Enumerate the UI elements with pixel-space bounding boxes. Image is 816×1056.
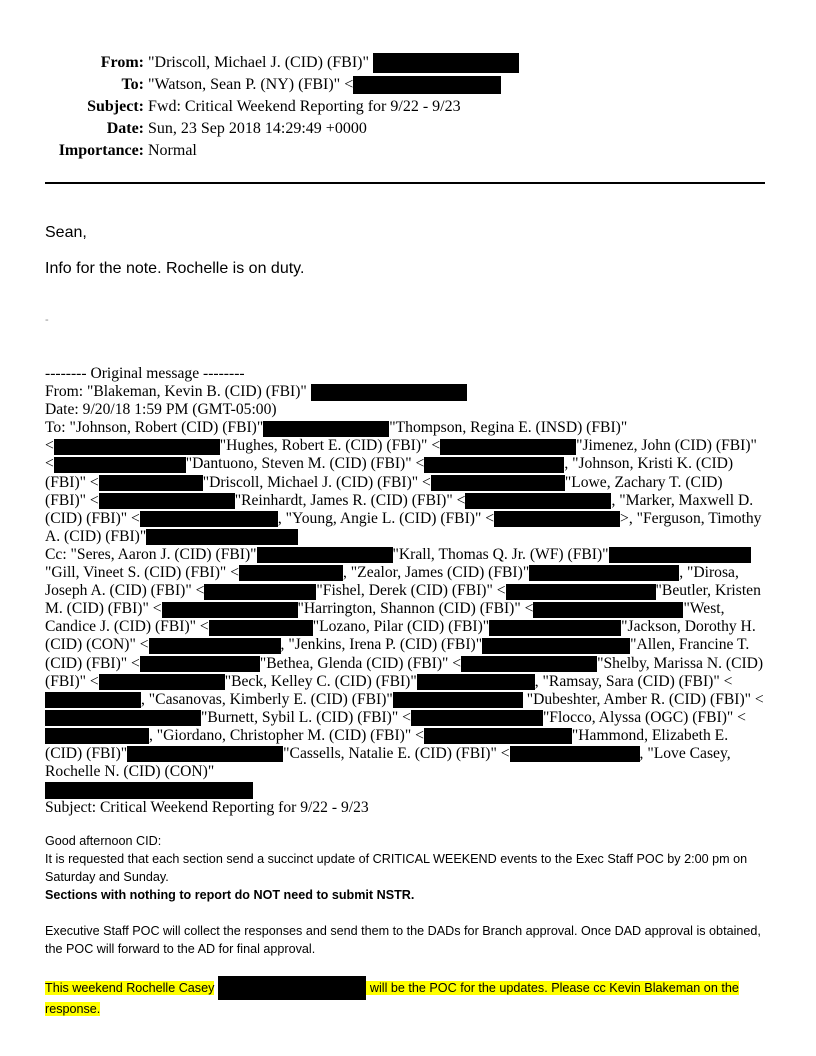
- cc-recipient: , "Casanovas, Kimberly E. (CID) (FBI)": [141, 690, 393, 708]
- cc-recipient: "Dubeshter, Amber R. (CID) (FBI)" <: [526, 690, 764, 708]
- recipient: "Thompson, Regina E. (INSD) (FBI)": [389, 419, 628, 437]
- original-from: [45, 383, 767, 401]
- redaction: [465, 493, 611, 509]
- note-greeting: Sean,: [45, 224, 87, 241]
- redaction: [424, 457, 564, 473]
- redaction: [99, 493, 235, 509]
- note-dash: -: [45, 314, 49, 326]
- redaction: [353, 76, 501, 94]
- original-from-text: From: "Blakeman, Kevin B. (CID) (FBI)": [45, 383, 307, 401]
- recipient: "Jimenez, John (CID) (FBI)": [576, 437, 757, 455]
- redaction: [424, 728, 572, 744]
- cc-recipient: Cc: "Seres, Aaron J. (CID) (FBI)": [45, 545, 257, 563]
- importance-label: Importance:: [58, 142, 144, 159]
- cc-recipient: "Krall, Thomas Q. Jr. (WF) (FBI)": [392, 545, 609, 563]
- from-row: [0, 52, 816, 74]
- redaction: [482, 638, 630, 654]
- redaction: [257, 547, 393, 563]
- importance-row: [0, 140, 816, 162]
- subject-row: [0, 96, 816, 118]
- recipient: "Driscoll, Michael J. (CID) (FBI)" <: [202, 473, 431, 491]
- original-divider: -------- Original message --------: [45, 365, 245, 382]
- redaction: [45, 728, 149, 744]
- memo-body: [45, 832, 775, 1018]
- cc-recipient: , "Love Casey, Rochelle N. (CID) (CON)": [45, 744, 731, 781]
- recipient: "Reinhardt, James R. (CID) (FBI)" <: [234, 491, 466, 509]
- from-name: "Driscoll, Michael J. (CID) (FBI)": [148, 54, 370, 71]
- redaction: [218, 976, 366, 1000]
- redaction: [162, 602, 298, 618]
- original-recipients: To: "Johnson, Robert (CID) (FBI)" "Thompson, Regina E. (INSD) (FBI)" < "Hughes, Robert E. (CID) (FBI)" < "Jimenez, John (CID) (FBI)" < "Dantuono, Steven M. (CID) (FBI)" < , "Johnson, Kristi K. (CID) (FBI)" < "Driscoll, Michael J. (CID) (FBI)" < "Lowe, Zachary T. (CID) (FBI)" < "Reinhardt, James R. (CID) (FBI)" < , "Marker, Maxwell D. (CID) (FBI)" < , "Young, Angie L. (CID) (FBI)" < >, "Ferguson, Timothy A. (CID) (FBI)": [45, 419, 762, 545]
- recipient: , "Marker, Maxwell D. (CID) (FBI)" <: [45, 491, 754, 527]
- redaction: [393, 692, 523, 708]
- redaction: [489, 620, 621, 636]
- redaction: [149, 638, 281, 654]
- recipient: "Lowe, Zachary T. (CID) (FBI)" <: [45, 473, 723, 509]
- to-name: "Watson, Sean P. (NY) (FBI)" <: [148, 76, 354, 93]
- memo-poc-notice: [45, 976, 775, 1018]
- redaction: [533, 602, 683, 618]
- redaction: [263, 421, 389, 437]
- date-label: Date:: [106, 120, 144, 137]
- recipient: >, "Ferguson, Timothy A. (CID) (FBI)": [45, 509, 762, 545]
- redaction: [140, 656, 260, 672]
- redaction: [506, 584, 656, 600]
- redaction: [99, 475, 203, 491]
- redaction: [461, 656, 597, 672]
- redaction: [417, 674, 535, 690]
- importance-value: Normal: [148, 142, 197, 159]
- memo-nstr-note: Sections with nothing to report do NOT need to submit NSTR.: [45, 888, 415, 902]
- cc-recipient: "Fishel, Derek (CID) (FBI)" <: [316, 582, 506, 600]
- redaction: [127, 746, 283, 762]
- date-row: [0, 118, 816, 140]
- redaction: [45, 692, 141, 708]
- to-row: [0, 74, 816, 96]
- from-value: [148, 52, 519, 74]
- redaction: [311, 384, 467, 401]
- cc-recipient: "Lozano, Pilar (CID) (FBI)": [312, 618, 490, 636]
- cc-recipient: "Shelby, Marissa N. (CID) (FBI)" <: [45, 654, 764, 690]
- redaction: [609, 547, 751, 563]
- memo-request: It is requested that each section send a succinct update of CRITICAL WEEKEND events to the Exec Staff POC by 2:00 pm on Saturday and Sunday.: [45, 852, 748, 884]
- original-date: Date: 9/20/18 1:59 PM (GMT-05:00): [45, 401, 277, 419]
- cc-recipient: "Gill, Vineet S. (CID) (FBI)" <: [45, 564, 239, 582]
- redaction: [431, 475, 565, 491]
- recipient: "Hughes, Robert E. (CID) (FBI)" <: [219, 437, 441, 455]
- to-label: To:: [121, 76, 144, 93]
- cc-recipient: , "Jenkins, Irena P. (CID) (FBI)": [280, 636, 483, 654]
- cc-recipient: , "Ramsay, Sara (CID) (FBI)" <: [534, 672, 733, 690]
- memo-approval: Executive Staff POC will collect the responses and send them to the DADs for Branch approval. Once DAD approval is obtained, the POC will forward to the AD for final approval.: [45, 924, 761, 956]
- original-message: [45, 365, 767, 817]
- subject-value: Fwd: Critical Weekend Reporting for 9/22 - 9/23: [148, 98, 461, 115]
- cc-recipient: , "Dirosa, Joseph A. (CID) (FBI)" <: [45, 564, 739, 600]
- redaction: [239, 565, 343, 581]
- cc-recipient: "Harrington, Shannon (CID) (FBI)" <: [297, 600, 534, 618]
- cc-recipient: "Beutler, Kristen M. (CID) (FBI)" <: [45, 582, 761, 618]
- recipient: "Dantuono, Steven M. (CID) (FBI)" <: [185, 455, 425, 473]
- cc-recipient: "Burnett, Sybil L. (CID) (FBI)" <: [201, 708, 411, 726]
- poc-highlight-a: This weekend Rochelle Casey: [45, 981, 215, 995]
- redaction: [494, 511, 620, 527]
- redaction: [146, 529, 298, 545]
- to-value: [148, 74, 501, 96]
- cc-recipient: "Flocco, Alyssa (OGC) (FBI)" <: [542, 708, 746, 726]
- cc-recipient: , "Zealor, James (CID) (FBI)": [343, 564, 530, 582]
- redaction: [45, 782, 253, 799]
- cc-recipient: "Beck, Kelley C. (CID) (FBI)": [224, 672, 417, 690]
- redaction: [529, 565, 679, 581]
- poc-highlight-b: will be the POC for the updates. Please cc Kevin Blakeman on the response.: [45, 981, 739, 1016]
- subject-label: Subject:: [87, 98, 144, 115]
- cc-recipient: "Cassells, Natalie E. (CID) (FBI)" <: [283, 744, 510, 762]
- date-value: Sun, 23 Sep 2018 14:29:49 +0000: [148, 120, 367, 137]
- redaction: [45, 710, 201, 726]
- recipient: To: "Johnson, Robert (CID) (FBI)": [45, 419, 264, 437]
- redaction: [140, 511, 278, 527]
- cc-recipient: "Bethea, Glenda (CID) (FBI)" <: [259, 654, 462, 672]
- from-label: From:: [100, 54, 144, 71]
- redaction: [99, 674, 225, 690]
- cc-recipient: "Hammond, Elizabeth E. (CID) (FBI)": [45, 726, 729, 762]
- note-line: Info for the note. Rochelle is on duty.: [45, 260, 305, 277]
- redaction: [373, 53, 519, 73]
- recipient: , "Johnson, Kristi K. (CID) (FBI)" <: [45, 455, 734, 491]
- redaction: [411, 710, 543, 726]
- redaction: [510, 746, 640, 762]
- redaction: [209, 620, 313, 636]
- cc-recipient: , "Giordano, Christopher M. (CID) (FBI)" <: [149, 726, 424, 744]
- redaction: [440, 439, 576, 455]
- recipient: , "Young, Angie L. (CID) (FBI)" <: [277, 509, 495, 527]
- cc-recipient: "Allen, Francine T. (CID) (FBI)" <: [45, 636, 750, 672]
- original-subject: Subject: Critical Weekend Reporting for 9/22 - 9/23: [45, 799, 369, 817]
- redaction: [54, 439, 220, 455]
- redaction: [54, 457, 186, 473]
- cc-recipient: "Jackson, Dorothy H. (CID) (CON)" <: [45, 618, 756, 654]
- cc-recipient: "West, Candice J. (CID) (FBI)" <: [45, 600, 725, 636]
- original-cc: [45, 546, 767, 799]
- header-divider: [45, 182, 765, 184]
- memo-greeting: Good afternoon CID:: [45, 834, 162, 848]
- redaction: [204, 584, 316, 600]
